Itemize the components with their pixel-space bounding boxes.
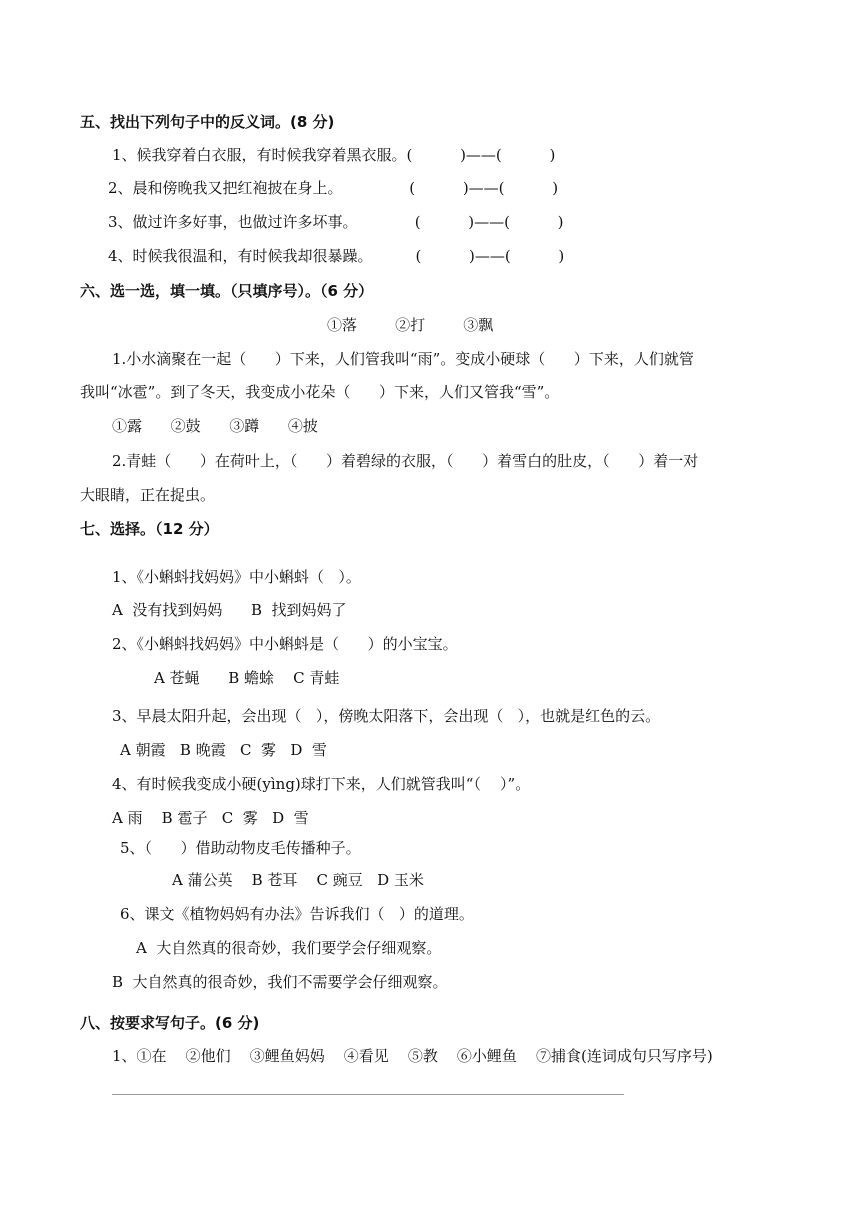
s7-q4: 4、有时候我变成小硬(yìng)球打下来，人们就管我叫“（ ）”。 (112, 775, 531, 793)
s6-q1-line-2: 我叫“冰雹”。到了冬天，我变成小花朵（ ）下来，人们又管我“雪”。 (80, 383, 560, 401)
s6-q2-line-2: 大眼睛，正在捉虫。 (80, 486, 216, 504)
s7-q3: 3、早晨太阳升起，会出现（ ），傍晚太阳落下，会出现（ ），也就是红色的云。 (112, 707, 661, 725)
s7-q5: 5、（ ）借助动物皮毛传播种子。 (120, 839, 361, 857)
s7-q4-options: A 雨 B 雹子 C 雾 D 雪 (112, 809, 309, 827)
s7-q2-options: A 苍蝇 B 蟾蜍 C 青蛙 (154, 669, 340, 687)
s5-item-3: 3、做过许多好事，也做过许多坏事。 ( )——( ) (108, 213, 564, 231)
section-6-title: 六、选一选，填一填。（只填序号）。（6 分） (80, 282, 374, 300)
s6-options-2: ①露 ②鼓 ③蹲 ④披 (112, 417, 318, 435)
section-8-title: 八、按要求写句子。(6 分) (80, 1014, 260, 1032)
s7-q5-options: A 蒲公英 B 苍耳 C 豌豆 D 玉米 (172, 871, 424, 889)
s7-q1-options: A 没有找到妈妈 B 找到妈妈了 (112, 601, 347, 619)
s5-item-2: 2、晨和傍晚我又把红袍披在身上。 ( )——( ) (108, 179, 559, 197)
section-5-title: 五、找出下列句子中的反义词。(8 分) (80, 113, 335, 131)
s7-q6: 6、课文《植物妈妈有办法》告诉我们（ ）的道理。 (120, 905, 474, 923)
s5-item-4: 4、时候我很温和，有时候我却很暴躁。 ( )——( ) (108, 247, 565, 265)
s7-q6-option-a: A 大自然真的很奇妙，我们要学会仔细观察。 (136, 939, 442, 957)
s7-q3-options: A 朝霞 B 晚霞 C 雾 D 雪 (120, 741, 327, 759)
s7-q1: 1、《小蝌蚪找妈妈》中小蝌蚪（ ）。 (112, 568, 361, 586)
s6-q2-line-1: 2.青蛙（ ）在荷叶上，（ ）着碧绿的衣服，（ ）着雪白的肚皮，（ ）着一对 (112, 452, 699, 470)
s6-options-1: ①落 ②打 ③飘 (327, 316, 494, 334)
section-7-title: 七、选择。（12 分） (80, 520, 219, 538)
s6-q1-line-1: 1.小水滴聚在一起（ ）下来，人们管我叫“雨”。变成小硬球（ ）下来，人们就管 (112, 350, 694, 368)
s8-q1: 1、①在 ②他们 ③鲤鱼妈妈 ④看见 ⑤教 ⑥小鲤鱼 ⑦捕食(连词成句只写序号) (112, 1047, 713, 1065)
s7-q2: 2、《小蝌蚪找妈妈》中小蝌蚪是（ ）的小宝宝。 (112, 635, 458, 653)
s5-item-1: 1、候我穿着白衣服，有时候我穿着黑衣服。( )——( ) (112, 146, 556, 164)
s7-q6-option-b: B 大自然真的很奇妙，我们不需要学会仔细观察。 (112, 973, 448, 991)
answer-line (112, 1094, 624, 1095)
